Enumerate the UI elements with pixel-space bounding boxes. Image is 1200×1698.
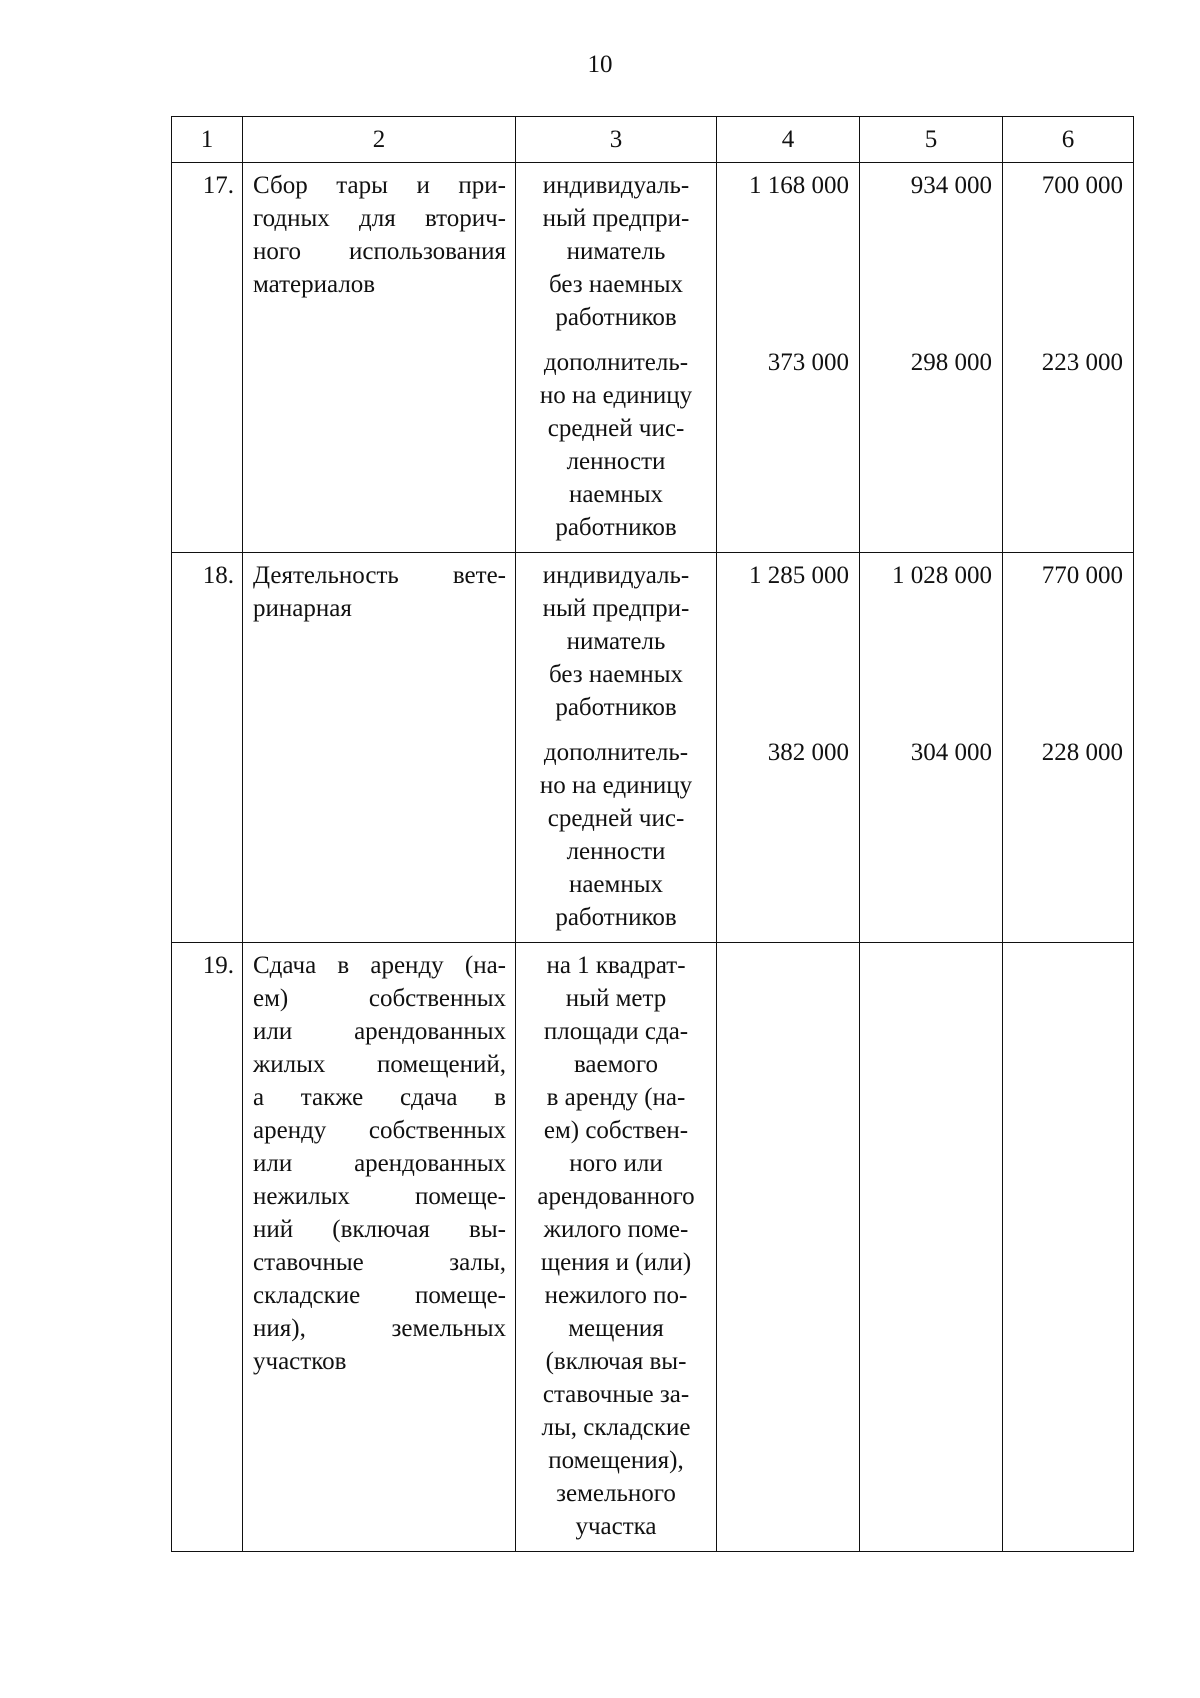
amount-value: 1 028 000 (892, 562, 992, 589)
unit-description (520, 346, 712, 544)
unit-cell (516, 163, 717, 553)
activity-name-line: а также сдача в (253, 1084, 506, 1111)
unit-line: индивидуаль- (542, 172, 690, 199)
unit-line: работников (555, 694, 677, 721)
unit-line: без наемных (549, 271, 683, 298)
column-header: 1 (172, 117, 243, 163)
unit-line: дополнитель- (543, 739, 689, 766)
table-row (172, 943, 1134, 1552)
unit-line: ваемого (573, 1051, 659, 1078)
unit-line: ный предпри- (542, 595, 690, 622)
unit-line: ниматель (566, 628, 666, 655)
activity-name-line: ставочные залы, (253, 1249, 506, 1276)
activity-name-line: ем) собственных (253, 985, 506, 1012)
unit-line: ный предпри- (542, 205, 690, 232)
column-header: 2 (243, 117, 516, 163)
unit-description (520, 169, 712, 334)
activity-name-line: нежилых помеще- (253, 1183, 506, 1210)
unit-cell (516, 553, 717, 943)
unit-line: ленности (566, 448, 666, 475)
activity-name-line: годных для вторич- (253, 205, 506, 232)
row-number: 17. (172, 163, 243, 553)
amount-value: 223 000 (1041, 349, 1123, 376)
amount-value: 304 000 (910, 739, 992, 766)
unit-line: в аренду (на- (546, 1084, 686, 1111)
activity-name-line: ринарная (253, 595, 352, 622)
row-number: 18. (172, 553, 243, 943)
unit-line: ем) собствен- (543, 1117, 689, 1144)
row-number: 19. (172, 943, 243, 1552)
amount-value: 700 000 (1041, 172, 1123, 199)
unit-line: дополнитель- (543, 349, 689, 376)
unit-line: участка (575, 1513, 657, 1540)
activity-name (243, 553, 516, 943)
table-row (172, 163, 1134, 553)
activity-name-line: ний (включая вы- (253, 1216, 506, 1243)
value-cell-v5 (860, 553, 1003, 943)
unit-line: нежилого по- (544, 1282, 688, 1309)
unit-description (520, 559, 712, 724)
unit-line: помещения), (548, 1447, 684, 1474)
activity-name-line: или арендованных (253, 1018, 506, 1045)
unit-line: мещения (568, 1315, 664, 1342)
activity-name-line: жилых помещений, (253, 1051, 506, 1078)
unit-line: работников (555, 904, 677, 931)
value-cell-v4 (717, 553, 860, 943)
activity-name-line: или арендованных (253, 1150, 506, 1177)
amount-value (717, 949, 849, 1543)
amount-value: 382 000 (767, 739, 849, 766)
unit-line: площади сда- (543, 1018, 689, 1045)
activity-name-line: Сбор тары и при- (253, 172, 506, 199)
amount-value (860, 949, 992, 1543)
unit-line: ного или (569, 1150, 663, 1177)
unit-description (520, 736, 712, 934)
value-cell-v6 (1003, 943, 1134, 1552)
activity-name (243, 163, 516, 553)
column-header: 6 (1003, 117, 1134, 163)
amount-value: 770 000 (1041, 562, 1123, 589)
table-row (172, 553, 1134, 943)
unit-line: работников (555, 514, 677, 541)
column-header: 3 (516, 117, 717, 163)
unit-line: щения и (или) (540, 1249, 692, 1276)
unit-line: наемных (568, 481, 664, 508)
unit-line: лы, складские (541, 1414, 691, 1441)
amount-value: 934 000 (910, 172, 992, 199)
amount-value: 1 168 000 (749, 172, 849, 199)
unit-line: на 1 квадрат- (546, 952, 686, 979)
unit-description (520, 949, 712, 1543)
amount-value: 1 285 000 (749, 562, 849, 589)
unit-line: ный метр (565, 985, 667, 1012)
tax-rates-table (171, 116, 1134, 1552)
table-header-row (172, 117, 1134, 163)
unit-line: (включая вы- (545, 1348, 687, 1375)
unit-line: но на единицу (539, 382, 693, 409)
amount-value (1003, 949, 1123, 1543)
value-cell-v4 (717, 163, 860, 553)
value-cell-v5 (860, 163, 1003, 553)
amount-value: 373 000 (767, 349, 849, 376)
unit-line: ленности (566, 838, 666, 865)
value-cell-v5 (860, 943, 1003, 1552)
value-cell-v4 (717, 943, 860, 1552)
unit-line: наемных (568, 871, 664, 898)
unit-line: арендованного (537, 1183, 695, 1210)
activity-name-line: Деятельность вете- (253, 562, 506, 589)
unit-line: без наемных (549, 661, 683, 688)
unit-line: но на единицу (539, 772, 693, 799)
activity-name (243, 943, 516, 1552)
unit-line: ставочные за- (542, 1381, 690, 1408)
column-header: 5 (860, 117, 1003, 163)
activity-name-line: ния), земельных (253, 1315, 506, 1342)
unit-line: индивидуаль- (542, 562, 690, 589)
activity-name-line: аренду собственных (253, 1117, 506, 1144)
column-header: 4 (717, 117, 860, 163)
unit-line: средней чис- (547, 415, 685, 442)
activity-name-line: участков (253, 1348, 347, 1375)
value-cell-v6 (1003, 553, 1134, 943)
amount-value: 228 000 (1041, 739, 1123, 766)
unit-line: жилого поме- (543, 1216, 689, 1243)
activity-name-line: складские помеще- (253, 1282, 506, 1309)
activity-name-line: материалов (253, 271, 376, 298)
value-cell-v6 (1003, 163, 1134, 553)
activity-name-line: Сдача в аренду (на- (253, 952, 506, 979)
unit-line: работников (555, 304, 677, 331)
unit-line: средней чис- (547, 805, 685, 832)
amount-value: 298 000 (910, 349, 992, 376)
unit-cell (516, 943, 717, 1552)
page-number: 10 (587, 51, 613, 78)
unit-line: земельного (556, 1480, 676, 1507)
unit-line: ниматель (566, 238, 666, 265)
activity-name-line: ного использования (253, 238, 506, 265)
